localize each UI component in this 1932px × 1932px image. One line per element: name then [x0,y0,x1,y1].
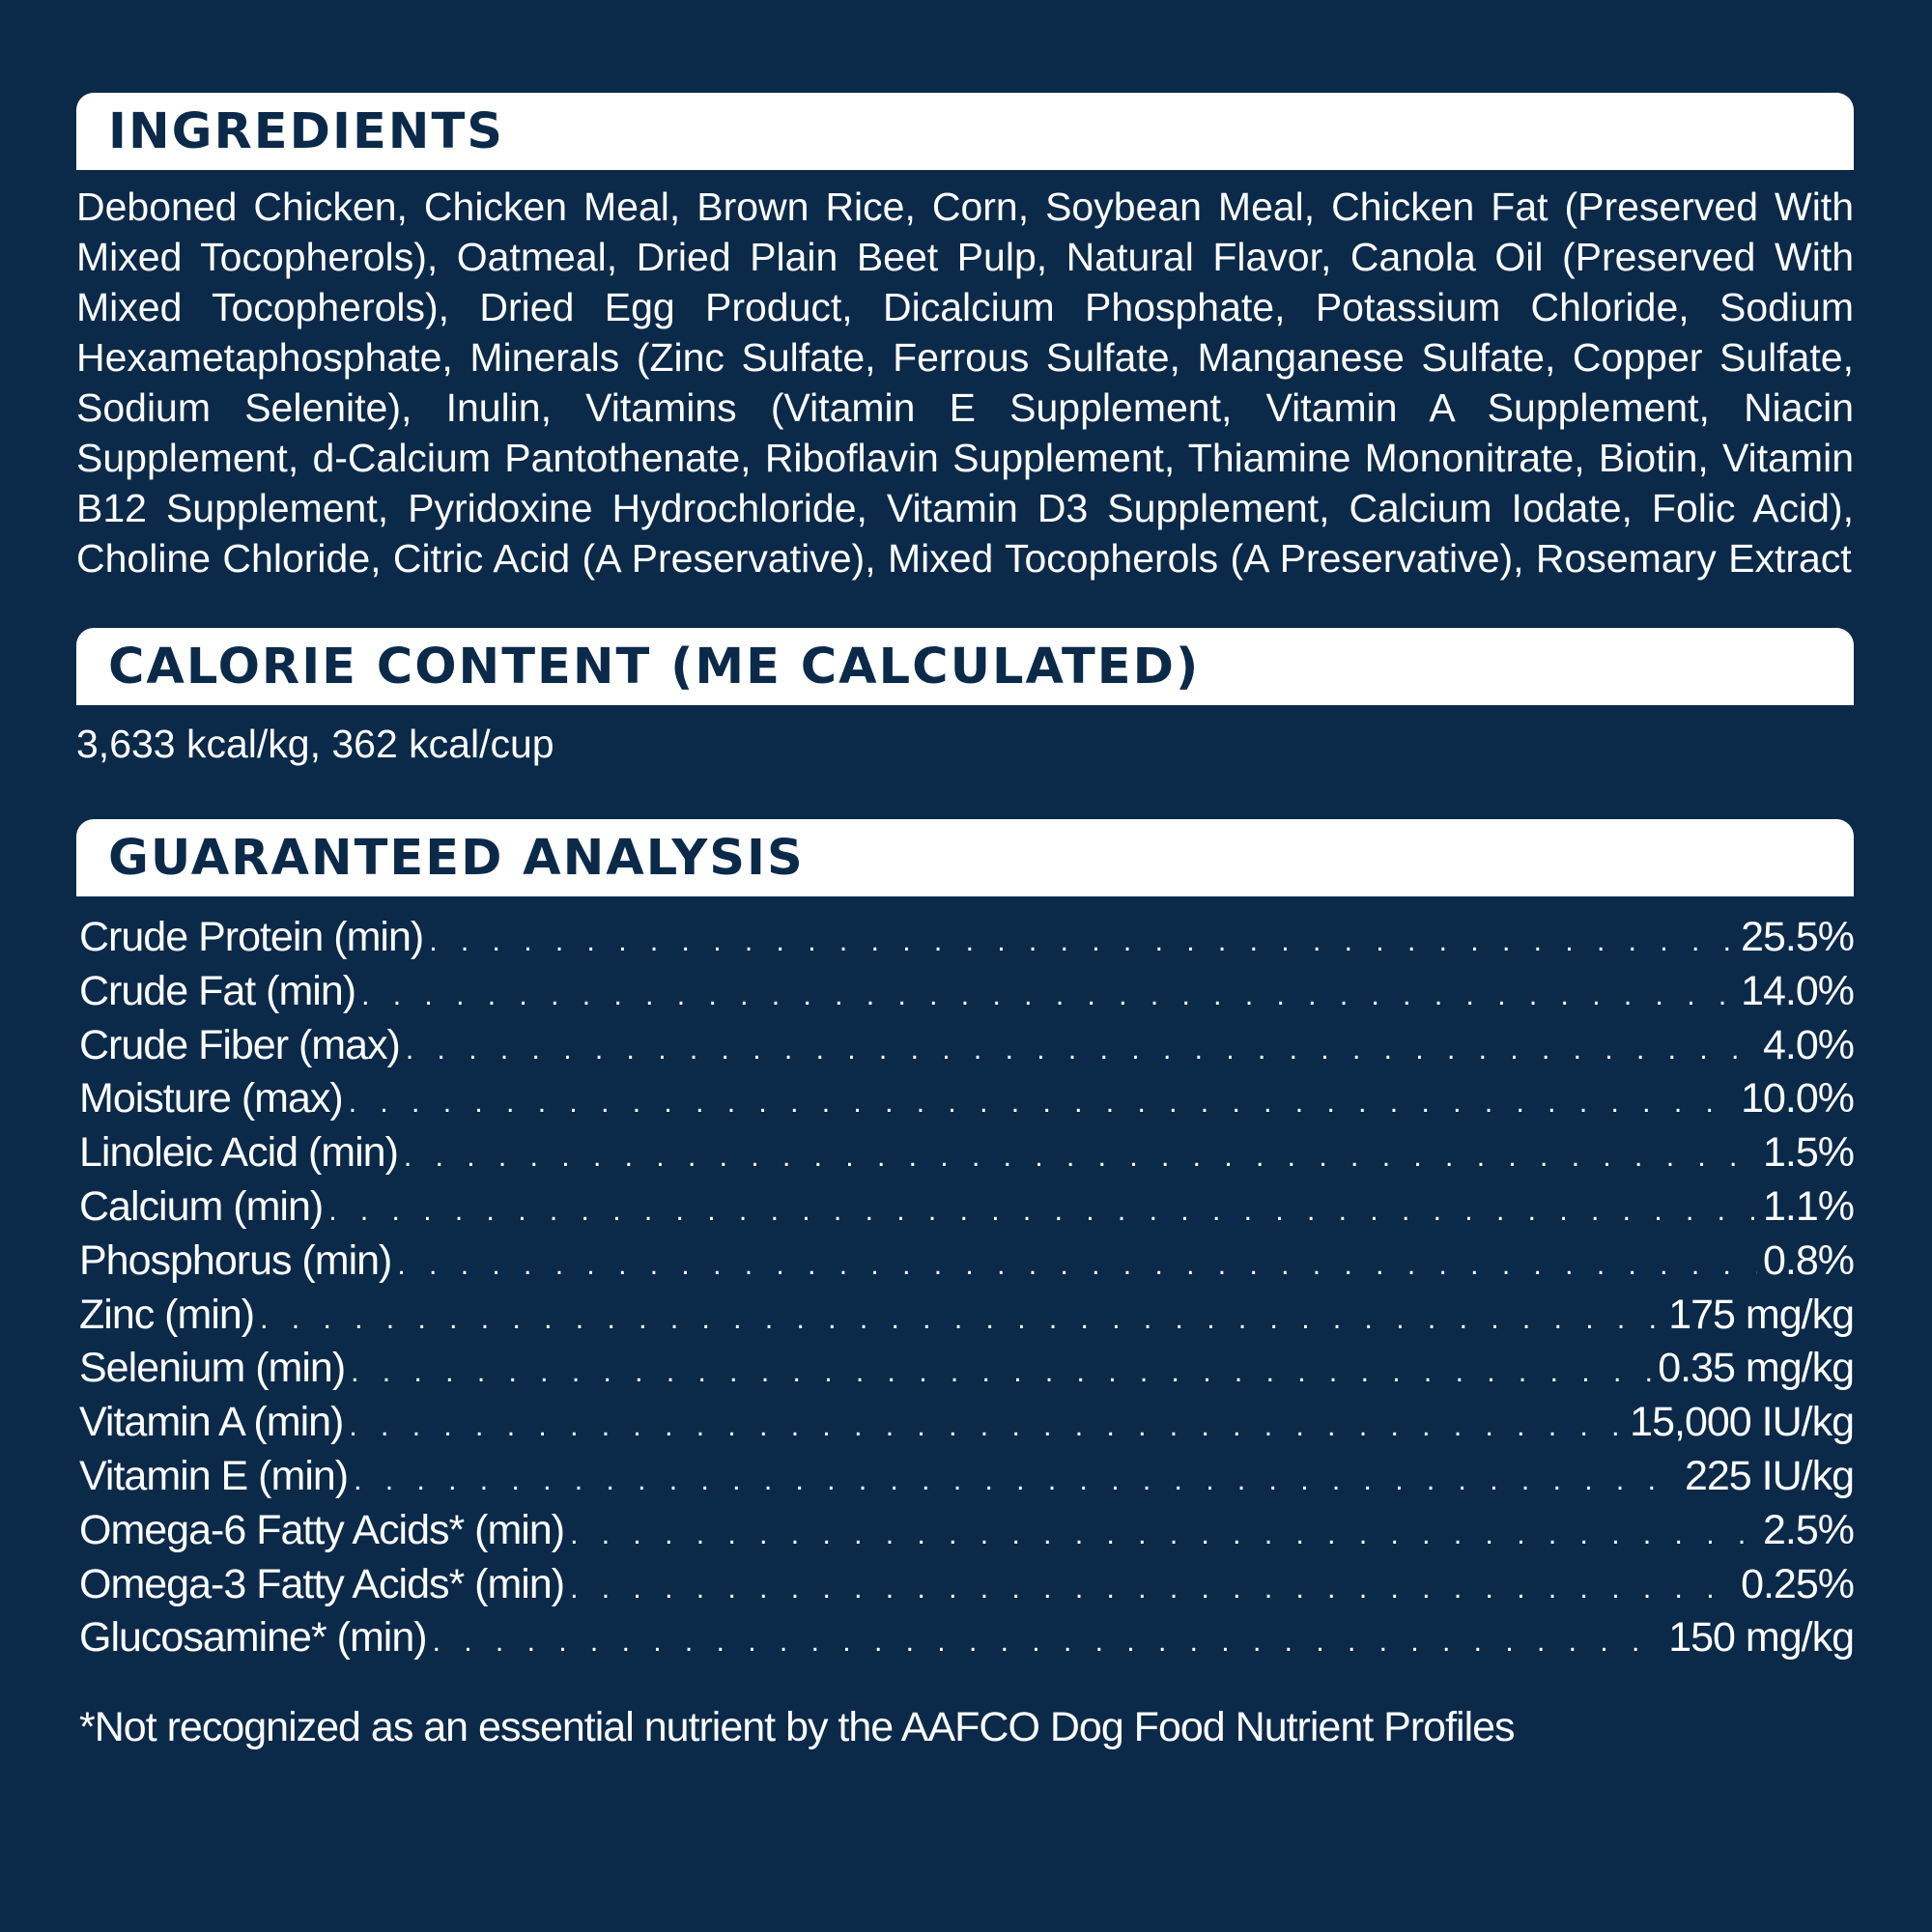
analysis-label: Moisture (max) [79,1075,343,1122]
analysis-row [79,1180,1854,1235]
analysis-row [79,1396,1854,1450]
analysis-value: 175 mg/kg [1668,1291,1854,1338]
analysis-row [79,1342,1854,1396]
dot-leader [351,1346,1652,1400]
analysis-row [79,1126,1854,1180]
analysis-row [79,911,1854,965]
analysis-title: GUARANTEED ANALYSIS [108,829,805,887]
dot-leader [361,969,1735,1023]
nutrition-panel [76,93,1854,1754]
analysis-label: Vitamin E (min) [79,1452,349,1499]
dot-leader [260,1293,1662,1347]
ingredients-header [76,93,1854,170]
footnote: *Not recognized as an essential nutrient by the AAFCO Dog Food Nutrient Profiles [79,1704,1515,1751]
analysis-label: Vitamin A (min) [79,1399,344,1446]
analysis-header [76,819,1854,896]
analysis-label: Phosphorus (min) [79,1236,392,1284]
dot-leader [349,1400,1624,1454]
dot-leader [433,1615,1663,1669]
analysis-row [79,1504,1854,1558]
analysis-row [79,1019,1854,1073]
analysis-label: Omega-6 Fatty Acids* (min) [79,1506,565,1553]
analysis-value: 0.35 mg/kg [1658,1345,1854,1392]
dot-leader [354,1454,1679,1508]
dot-leader [570,1562,1735,1616]
analysis-row [79,1289,1854,1343]
analysis-value: 10.0% [1741,1075,1854,1122]
dot-leader [349,1076,1735,1130]
analysis-value: 25.5% [1741,914,1854,960]
dot-leader [404,1130,1757,1184]
analysis-value: 14.0% [1741,967,1854,1014]
analysis-value: 15,000 IU/kg [1630,1399,1854,1446]
analysis-row [79,965,1854,1019]
analysis-row [79,1235,1854,1289]
ingredients-text: Deboned Chicken, Chicken Meal, Brown Rice, Corn, Soybean Meal, Chicken Fat (Preserved With Mixed Tocopherols), Oatmeal, Dried Plain Beet Pulp, Natural Flavor, Canola Oil (Preserved With Mixed Tocopherols), Dried Egg Product, Dicalcium Phosphate, Potassium Chloride, Sodium Hexametaphosphate, Minerals (Zinc Sulfate, Ferrous Sulfate, Manganese Sulfate, Copper Sulfate, Sodium Selenite), Inulin, Vitamins (Vitamin E Supplement, Vitamin A Supplement, Niacin Supplement, d-Calcium Pantothenate, Riboflavin Supplement, Thiamine Mononitrate, Biotin, Vitamin B12 Supplement, Pyridoxine Hydrochloride, Vitamin D3 Supplement, Calcium Iodate, Folic Acid), Choline Chloride, Citric Acid (A Preservative), Mixed Tocopherols (A Preservative), Rosemary Extract [76,185,1854,581]
analysis-label: Zinc (min) [79,1291,255,1338]
analysis-label: Crude Protein (min) [79,914,424,960]
analysis-label: Crude Fiber (max) [79,1021,400,1068]
analysis-label: Selenium (min) [79,1345,346,1392]
analysis-list [76,911,1854,1665]
dot-leader [328,1184,1757,1238]
ingredients-title: INGREDIENTS [108,102,504,160]
analysis-row [79,1611,1854,1665]
dot-leader [429,915,1735,969]
calorie-text: 3,633 kcal/kg, 362 kcal/cup [76,722,554,766]
dot-leader [406,1023,1757,1077]
analysis-value: 0.8% [1762,1236,1854,1284]
calorie-header [76,628,1854,705]
analysis-value: 1.1% [1762,1182,1854,1230]
analysis-value: 150 mg/kg [1668,1614,1854,1662]
analysis-label: Glucosamine* (min) [79,1614,427,1662]
analysis-row [79,1558,1854,1612]
analysis-row [79,1072,1854,1126]
analysis-row [79,1450,1854,1504]
analysis-value: 1.5% [1762,1129,1854,1177]
analysis-label: Linoleic Acid (min) [79,1129,398,1177]
calorie-title: CALORIE CONTENT (ME CALCULATED) [108,638,1201,696]
dot-leader [397,1238,1757,1293]
analysis-label: Omega-3 Fatty Acids* (min) [79,1560,565,1607]
analysis-value: 0.25% [1741,1560,1854,1607]
dot-leader [570,1508,1757,1562]
analysis-label: Crude Fat (min) [79,967,356,1014]
analysis-value: 2.5% [1762,1506,1854,1553]
analysis-label: Calcium (min) [79,1182,324,1230]
analysis-value: 225 IU/kg [1684,1452,1854,1499]
analysis-value: 4.0% [1762,1021,1854,1068]
